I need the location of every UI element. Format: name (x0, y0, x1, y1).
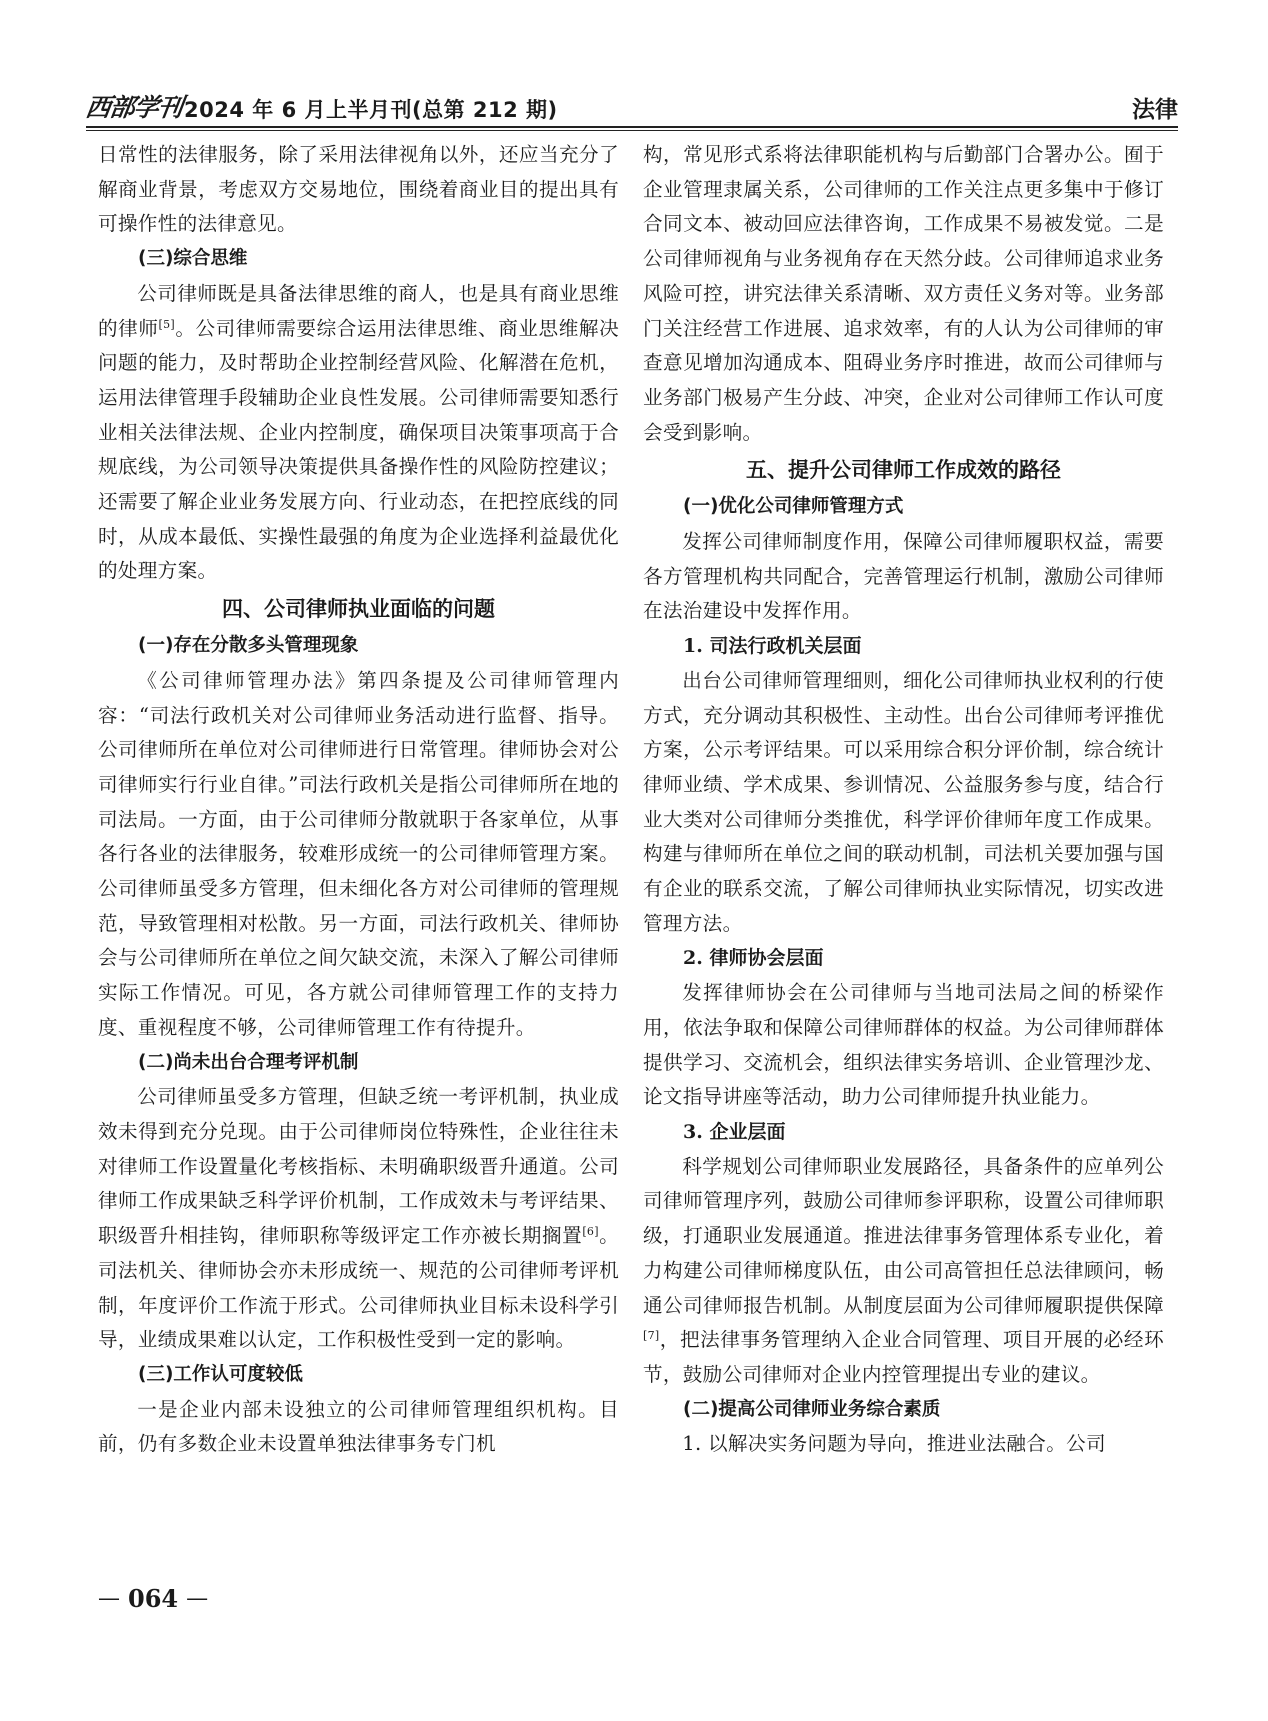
citation-ref: [7] (643, 1329, 660, 1343)
paragraph-text: 科学规划公司律师职业发展路径，具备条件的应单列公司律师管理序列，鼓励公司律师参评职称，设置公司律师职级，打通职业发展通道。推进法律事务管理体系专业化，着力构建公司律师梯度队伍，由公司高管担任总法律顾问，畅通公司律师报告机制。从制度层面为公司律师履职提供保障 (643, 1154, 1164, 1317)
numbered-heading: 3. 企业层面 (683, 1120, 786, 1143)
subsection-heading: (二)提高公司律师业务综合素质 (683, 1398, 941, 1420)
page-number: 064 (128, 1583, 179, 1613)
subsection-heading: (二)尚未出台合理考评机制 (138, 1051, 359, 1073)
citation-ref: [6] (582, 1225, 599, 1239)
paragraph-text: ，把法律事务管理纳入企业合同管理、项目开展的必经环节，鼓励公司律师对企业内控管理提出专业的建议。 (643, 1328, 1164, 1386)
subsection-heading: (一)优化公司律师管理方式 (683, 496, 904, 518)
paragraph-text: 。公司律师需要综合运用法律思维、商业思维解决问题的能力，及时帮助企业控制经营风险、化解潜在危机，运用法律管理手段辅助企业良性发展。公司律师需要知悉行业相关法律法规、企业内控制度，确保项目决策事项高于合规底线，为公司领导决策提供具备操作性的风险防控建议；还需要了解企业业务发展方向、行业动态，在把控底线的同时，从成本最低、实操性最强的角度为企业选择利益最优化的处理方案。 (98, 316, 619, 583)
numbered-heading: 1. 司法行政机关层面 (683, 635, 862, 658)
running-header (83, 76, 1178, 124)
paragraph: 发挥律师协会在公司律师与当地司法局之间的桥梁作用，依法争取和保障公司律师群体的权益。为公司律师群体提供学习、交流机会，组织法律实务培训、企业管理沙龙、论文指导讲座等活动，助力公司律师提升执业能力。 (643, 981, 1164, 1109)
left-column (98, 138, 619, 1578)
subsection-heading: (三)工作认可度较低 (138, 1363, 303, 1385)
paragraph: 发挥公司律师制度作用，保障公司律师履职权益，需要各方管理机构共同配合，完善管理运行机制，激励公司律师在法治建设中发挥作用。 (643, 530, 1164, 623)
right-column (643, 138, 1164, 1578)
subsection-heading: (一)存在分散多头管理现象 (138, 635, 359, 657)
page-footer (98, 1578, 208, 1618)
section-heading: 四、公司律师执业面临的问题 (222, 597, 495, 622)
footer-dash: — (98, 1585, 120, 1611)
paragraph: 一是企业内部未设独立的公司律师管理组织机构。目前，仍有多数企业未设置单独法律事务专门机 (98, 1397, 619, 1456)
paragraph (98, 277, 619, 589)
section-heading: 五、提升公司律师工作成效的路径 (746, 458, 1061, 483)
header-left (83, 88, 558, 124)
paragraph: 日常性的法律服务，除了采用法律视角以外，还应当充分了解商业背景，考虑双方交易地位，围绕着商业目的提出具有可操作性的法律意见。 (98, 143, 619, 236)
issue-info: 2024 年 6 月上半月刊(总第 212 期) (184, 98, 558, 122)
header-rule (86, 126, 1178, 131)
footer-dash: — (186, 1585, 209, 1611)
paragraph (98, 1080, 619, 1358)
paragraph-text: 公司律师既是具备法律思维的商人，也是具有商业思维的律师 (98, 281, 619, 340)
paragraph: 出台公司律师管理细则，细化公司律师执业权利的行使方式，充分调动其积极性、主动性。出台公司律师考评推优方案，公示考评结果。可以采用综合积分评价制，综合统计律师业绩、学术成果、参训情况、公益服务参与度，结合行业大类对公司律师分类推优，科学评价律师年度工作成果。构建与律师所在单位之间的联动机制，司法机关要加强与国有企业的联系交流，了解公司律师执业实际情况，切实改进管理方法。 (643, 668, 1164, 935)
subsection-heading: (三)综合思维 (138, 248, 248, 270)
paragraph: 1. 以解决实务问题为导向，推进业法融合。公司 (682, 1432, 1106, 1456)
paragraph (643, 1150, 1164, 1393)
paragraph-text: 。司法机关、律师协会亦未形成统一、规范的公司律师考评机制，年度评价工作流于形式。公司律师执业目标未设科学引导，业绩成果难以认定，工作积极性受到一定的影响。 (98, 1224, 619, 1352)
numbered-heading: 2. 律师协会层面 (683, 947, 824, 970)
paragraph: 《公司律师管理办法》第四条提及公司律师管理内容：“司法行政机关对公司律师业务活动进行监督、指导。公司律师所在单位对公司律师进行日常管理。律师协会对公司律师实行行业自律。”司法行政机关是指公司律师所在地的司法局。一方面，由于公司律师分散就职于各家单位，从事各行各业的法律服务，较难形成统一的公司律师管理方案。公司律师虽受多方管理，但未细化各方对公司律师的管理规范，导致管理相对松散。另一方面，司法行政机关、律师协会与公司律师所在单位之间欠缺交流，未深入了解公司律师实际工作情况。可见，各方就公司律师管理工作的支持力度、重视程度不够，公司律师管理工作有待提升。 (98, 668, 619, 1039)
section-name: 法律 (1132, 97, 1178, 123)
paragraph: 构，常见形式系将法律职能机构与后勤部门合署办公。囿于企业管理隶属关系，公司律师的工作关注点更多集中于修订合同文本、被动回应法律咨询，工作成果不易被发觉。二是公司律师视角与业务视角存在天然分歧。公司律师追求业务风险可控，讲究法律关系清晰、双方责任义务对等。业务部门关注经营工作进展、追求效率，有的人认为公司律师的审查意见增加沟通成本、阻碍业务序时推进，故而公司律师与业务部门极易产生分歧、冲突，企业对公司律师工作认可度会受到影响。 (643, 143, 1164, 444)
paragraph-text: 公司律师虽受多方管理，但缺乏统一考评机制，执业成效未得到充分兑现。由于公司律师岗位特殊性，企业往往未对律师工作设置量化考核指标、未明确职级晋升通道。公司律师工作成果缺乏科学评价机制，工作成效未与考评结果、职级晋升相挂钩，律师职称等级评定工作亦被长期搁置 (98, 1085, 619, 1248)
citation-ref: [5] (158, 317, 176, 331)
journal-logo: 西部学刊 (83, 93, 184, 122)
